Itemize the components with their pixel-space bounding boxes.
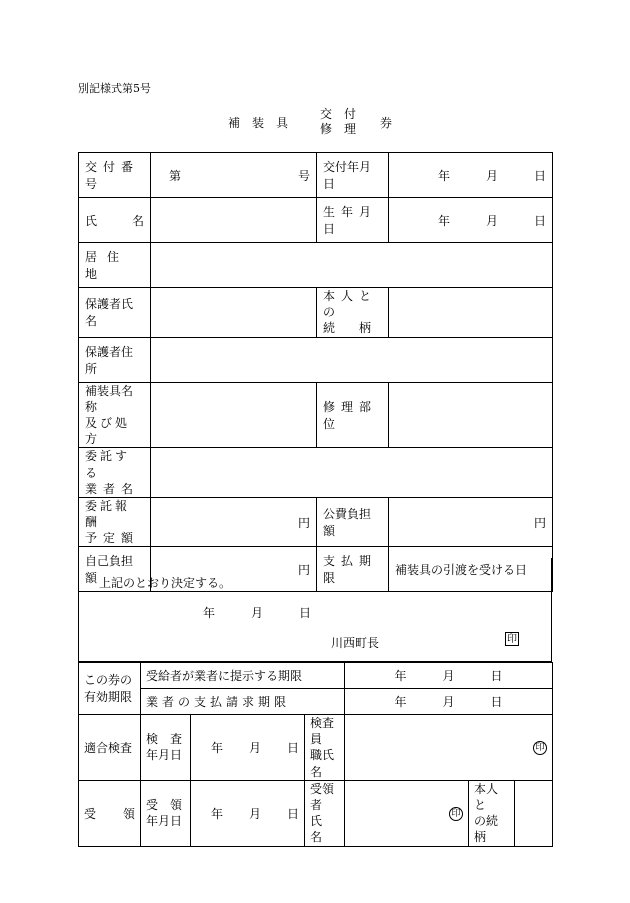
receiver-field[interactable] (345, 780, 469, 846)
fee-label: 委託報酬 予定額 (79, 497, 151, 547)
document-title (200, 105, 430, 135)
public-burden-field[interactable]: 円 (389, 497, 553, 547)
device-name-label: 補装具名称 及び処方 (79, 382, 151, 448)
table-row (79, 382, 553, 448)
issue-number-field[interactable] (151, 153, 317, 198)
relation-label: 本人との 続 柄 (317, 288, 389, 338)
vendor-field[interactable] (151, 448, 553, 498)
fee-field[interactable]: 円 (151, 497, 317, 547)
address-field[interactable] (151, 243, 553, 288)
public-burden-label: 公費負担額 (317, 497, 389, 547)
inspector-label: 検査員 職氏名 (305, 715, 345, 781)
device-name-field[interactable] (151, 382, 317, 448)
payment-deadline-label: 支払期限 (317, 547, 389, 592)
validity-claim-date[interactable]: 年 月 日 (345, 689, 553, 715)
address-label: 居住地 (79, 243, 151, 288)
birth-date-label: 生年月日 (317, 198, 389, 243)
validity-claim-label: 業者の支払請求期限 (141, 689, 345, 715)
issue-number-suffix: 号 (297, 168, 310, 183)
receipt-label: 受 領 (79, 780, 141, 846)
receiver-relation-field[interactable] (515, 780, 553, 846)
vendor-label: 委託する 業者名 (79, 448, 151, 498)
repair-part-field[interactable] (389, 382, 553, 448)
validity-inspection-table (78, 662, 553, 847)
self-burden-field[interactable]: 円 (151, 547, 317, 592)
relation-field[interactable] (389, 288, 553, 338)
guardian-address-label: 保護者住所 (79, 337, 151, 382)
inspection-date-field[interactable]: 年 月 日 (191, 715, 305, 781)
name-label: 氏 名 (79, 198, 151, 243)
name-field[interactable] (151, 198, 317, 243)
table-row (79, 153, 553, 198)
receipt-date-field[interactable]: 年 月 日 (191, 780, 305, 846)
receiver-relation-label: 本人と の続柄 (469, 780, 515, 846)
seal-icon: 印 (533, 741, 547, 755)
table-row (79, 198, 553, 243)
guardian-name-field[interactable] (151, 288, 317, 338)
title-part-repair: 修理 (320, 122, 369, 136)
guardian-address-field[interactable] (151, 337, 553, 382)
table-row (79, 243, 553, 288)
title-part-device: 補装具 (228, 116, 301, 130)
receiver-label: 受領者 氏 名 (305, 780, 345, 846)
decision-date: 年 月 日 (203, 606, 312, 620)
issue-number-label: 交付番号 (79, 153, 151, 198)
payment-deadline-value: 補装具の引渡を受ける日 (389, 547, 553, 592)
main-form-table (78, 152, 553, 592)
inspection-date-label: 検 査 年月日 (141, 715, 191, 781)
repair-part-label: 修理部位 (317, 382, 389, 448)
issue-number-prefix: 第 (169, 168, 182, 183)
table-row (79, 780, 553, 846)
inspector-field[interactable] (345, 715, 553, 781)
self-burden-label: 自己負担額 (79, 547, 151, 592)
birth-date-field[interactable]: 年 月 日 (389, 198, 553, 243)
table-row (79, 689, 553, 715)
seal-icon: 印 (449, 807, 463, 821)
form-number-label: 別記様式第5号 (78, 82, 151, 95)
title-part-ticket: 券 (380, 116, 393, 130)
decision-text: 上記のとおり決定する。 (99, 576, 232, 590)
validity-present-date[interactable]: 年 月 日 (345, 663, 553, 689)
table-row (79, 337, 553, 382)
title-part-issue: 交付 (320, 107, 369, 121)
inspection-label: 適合検査 (79, 715, 141, 781)
guardian-name-label: 保護者氏名 (79, 288, 151, 338)
issue-date-field[interactable]: 年 月 日 (389, 153, 553, 198)
validity-label: この券の 有効期限 (79, 663, 141, 715)
mayor-title: 川西町長 (331, 636, 380, 650)
receipt-date-label: 受 領 年月日 (141, 780, 191, 846)
table-row (79, 663, 553, 689)
decision-section (78, 558, 552, 662)
table-row (79, 497, 553, 547)
table-row (79, 448, 553, 498)
table-row (79, 288, 553, 338)
issue-date-label: 交付年月日 (317, 153, 389, 198)
table-row (79, 715, 553, 781)
validity-present-label: 受給者が業者に提示する期限 (141, 663, 345, 689)
seal-icon: 印 (507, 634, 517, 645)
